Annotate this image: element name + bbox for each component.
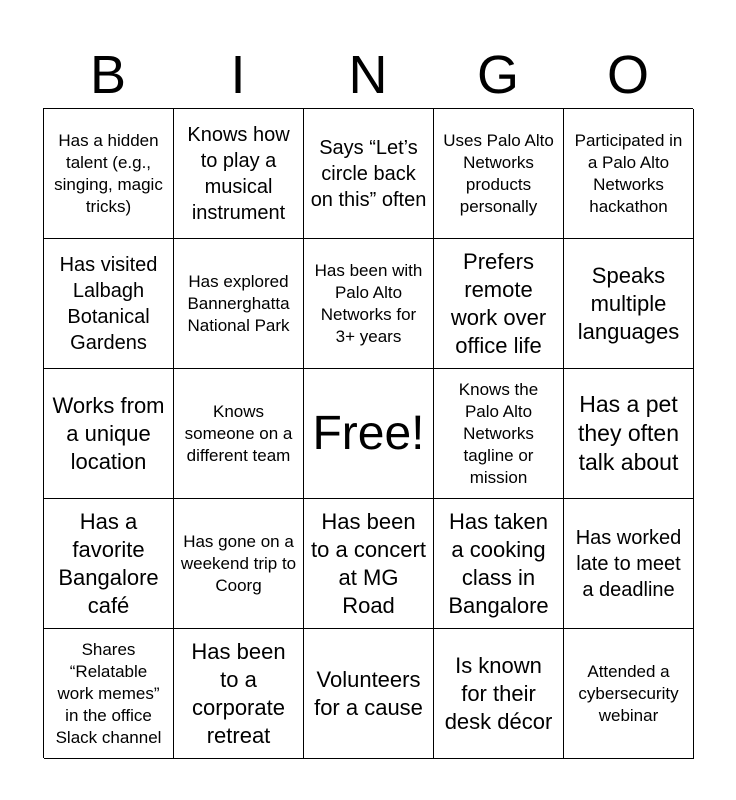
bingo-cell[interactable] — [564, 239, 694, 369]
bingo-cell[interactable] — [174, 629, 304, 759]
bingo-cell[interactable] — [304, 629, 434, 759]
cell-text: Shares “Relatable work memes” in the office Slack channel — [55, 639, 162, 747]
cell-text: Has a favorite Bangalore café — [58, 508, 159, 618]
bingo-cell[interactable] — [304, 109, 434, 239]
bingo-board — [43, 108, 693, 758]
bingo-cell[interactable] — [44, 239, 174, 369]
cell-text: Says “Let’s circle back on this” often — [310, 136, 427, 211]
bingo-cell[interactable] — [44, 629, 174, 759]
cell-text: Has been to a corporate retreat — [191, 638, 286, 748]
bingo-cell[interactable] — [564, 369, 694, 499]
free-space-text: Free! — [312, 406, 425, 460]
bingo-cell[interactable] — [304, 499, 434, 629]
bingo-cell[interactable] — [174, 109, 304, 239]
cell-text: Is known for their desk décor — [444, 652, 553, 734]
bingo-cell[interactable] — [304, 239, 434, 369]
cell-text: Speaks multiple languages — [577, 262, 680, 344]
bingo-cell[interactable] — [564, 109, 694, 239]
header-letter-b: B — [89, 45, 127, 105]
cell-text: Has visited Lalbagh Botanical Gardens — [59, 253, 158, 354]
cell-text: Has been with Palo Alto Networks for 3+ years — [314, 260, 423, 346]
cell-text: Knows someone on a different team — [184, 401, 293, 465]
free-space-cell[interactable] — [304, 369, 434, 499]
cell-text: Has worked late to meet a deadline — [575, 526, 682, 601]
bingo-cell[interactable] — [434, 239, 564, 369]
bingo-cell[interactable] — [434, 369, 564, 499]
cell-text: Has a pet they often talk about — [577, 391, 680, 475]
cell-text: Works from a unique location — [52, 392, 165, 474]
cell-text: Participated in a Palo Alto Networks hackathon — [574, 130, 683, 216]
bingo-cell[interactable] — [434, 499, 564, 629]
cell-text: Uses Palo Alto Networks products personally — [443, 130, 554, 216]
bingo-cell[interactable] — [564, 499, 694, 629]
bingo-cell[interactable] — [174, 369, 304, 499]
bingo-cell[interactable] — [174, 499, 304, 629]
cell-text: Has explored Bannerghatta National Park — [187, 271, 290, 335]
bingo-cell[interactable] — [174, 239, 304, 369]
bingo-cell[interactable] — [564, 629, 694, 759]
header-letter-n: N — [348, 45, 388, 105]
header-letter-o: O — [606, 45, 649, 105]
header-letter-i: I — [230, 45, 246, 105]
bingo-cell[interactable] — [434, 629, 564, 759]
cell-text: Attended a cybersecurity webinar — [578, 661, 679, 725]
bingo-cell[interactable] — [44, 109, 174, 239]
bingo-cell[interactable] — [44, 499, 174, 629]
cell-text: Has a hidden talent (e.g., singing, magic tricks) — [54, 130, 163, 216]
cell-text: Has gone on a weekend trip to Coorg — [180, 531, 297, 595]
header-letter-g: G — [476, 45, 519, 105]
bingo-cell[interactable] — [434, 109, 564, 239]
cell-text: Knows the Palo Alto Networks tagline or mission — [458, 379, 539, 487]
bingo-header — [43, 40, 693, 110]
cell-text: Prefers remote work over office life — [450, 248, 547, 358]
bingo-cell[interactable] — [44, 369, 174, 499]
cell-text: Knows how to play a musical instrument — [187, 123, 290, 224]
cell-text: Has taken a cooking class in Bangalore — [448, 508, 549, 618]
cell-text: Volunteers for a cause — [314, 666, 423, 720]
cell-text: Has been to a concert at MG Road — [311, 508, 426, 618]
